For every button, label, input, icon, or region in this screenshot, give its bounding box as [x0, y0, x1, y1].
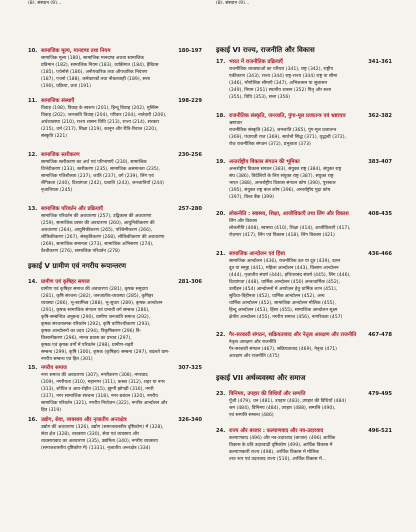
chapter-topics [41, 286, 202, 363]
topic-line: विभेदीकरण (233), स्तरीकरण (235), सामाजिक असमानता (235), [41, 167, 161, 172]
page-range: 281-306 [178, 279, 202, 285]
topic-line: (369), पंचायती राज (369), सार्वभौ सिद्ध (371), वृद्धत्वी (372), [229, 135, 347, 140]
page-range: 383-407 [368, 159, 392, 165]
topic-line: व्यवसायवाद का अवधारणा (335), उद्यमिता (340), नगरीय व्यवसाय [41, 439, 158, 444]
topic-line: लैंगिकता (240), दिव्यांगता (242), प्रजाति (243), जनजातियाँ (244) [41, 181, 164, 186]
topic-line: दिव्यांगता (448), धार्मिक आन्दोलन (450) अन्तःधार्मिक (452), [229, 280, 341, 285]
topic-line: संघ (386), विदेशियों के लिए संयुक्त राष्ट्र (387), संयुक्त राष्ट्र [229, 174, 334, 179]
chapter-title: भारत में राजनीतिक प्रक्रियाएँ [229, 59, 283, 65]
chapter-topics [229, 120, 392, 148]
page-range: 198-229 [178, 98, 202, 104]
topic-line: ग्रामीण एवं कृषिहर समाज की अवधारणा (281), कृषक समुदाय [41, 287, 148, 292]
topic-line: (313), शोधित व आव-रोहीत (315), झुग्गी झोपड़ी (316), नगरी [41, 387, 154, 392]
chapter-19[interactable] [216, 158, 392, 201]
page-range: 307-325 [178, 365, 202, 371]
chapter-23[interactable] [216, 390, 392, 419]
topic-line: एवं सम्पत्ति सम्बन्ध (486) [229, 413, 274, 418]
chapter-number: 17. [216, 59, 226, 65]
chapter-16[interactable] [28, 416, 202, 452]
chapter-number: 12. [28, 152, 38, 158]
chapter-number: 11. [28, 98, 38, 104]
topic-line: (395), संयुक्त राष्ट्र बाल कोष (396), अन्तर्राष्ट्रीय मुद्रा कोष [229, 188, 331, 193]
topic-line: सामाजिक परिवर्तन की अवधारणा (257), उद्विकास की अवधारणा [41, 214, 152, 219]
page-range: 180-197 [178, 48, 202, 54]
topic-line: लौकिकीकरण (267), संस्कृतिकरण (268), लौकिकीकरण की अवधारणा [41, 235, 165, 240]
topic-line: अन्तर्राष्ट्रीय विकास संगठन (383), संयुक्त राष्ट्र (384), संयुक्त राष्ट्र [229, 167, 342, 172]
topic-line: (291), कृषक सामाजिक संगठन एवं प्रभावी वर्ग सम्बन्ध (286), [41, 308, 150, 313]
topic-line: किसानीकरण (296), मानव प्रवास का प्रभाव (297), [41, 336, 132, 341]
topic-line: सामाजिक परिवर्तन (321), नगरीय नियोजन (322), नगरीय आन्दोलन और [41, 401, 168, 406]
chapter-heading [216, 158, 392, 166]
topic-line: हिन्दू आन्दोलन (453), हिंसा (455), सामाजिक आन्दोलन सूक्ष्म [229, 308, 338, 313]
chapter-title: उद्योग, सेवा, व्यवसाय और नृजातीय अन्तःक्षेत्र [41, 417, 127, 423]
chapter-14[interactable] [28, 278, 202, 363]
cut-off-text: (8), संस्थान (9)... [216, 1, 250, 4]
topic-line: उत्पीड़न (454) आन्दोलनों में आयोजन हेतु धार्मिक लाभ (451), [229, 287, 338, 292]
page-range: 479-495 [368, 391, 392, 397]
chapter-topics [229, 218, 392, 239]
chapter-topics [229, 66, 392, 101]
topic-line: वैश्वीकरण (276), सामाजिक परिवर्तन (278) [41, 249, 120, 254]
page-range: 467-478 [368, 332, 392, 338]
topic-line: सामाजिक गतिशीलता (237), जाति (237), वर्ग (239), लिंग एवं [41, 174, 154, 179]
topic-line: नगर समाज की अवधारणा (307), नगरीकरण (308), नगरवाद [41, 373, 148, 378]
page-range: 230-256 [178, 152, 202, 158]
topic-line: (281), कृषि संरचना (282), जनजातीय-व्यवस्था (285), कृषिहर [41, 294, 154, 299]
topic-line: कृषक एवं कृषक वर्गों में परिवर्तन (298), ग्रामीण-शहरी [41, 343, 134, 348]
chapter-heading [216, 331, 392, 339]
topic-line: (187), एथनो (188), कर्मकाण्डों तथा नौकरशाही (189), सत्ता [41, 77, 150, 82]
topic-line: अवधारणा (264), आधुनिकीकरण (265), पश्चिमीकरण (266), [41, 228, 153, 233]
chapter-title: सामाजिक परिवर्तन और प्रक्रियाएँ [41, 206, 103, 212]
topic-line: रोज़गार (417), लिंग एवं विकास (418), लिंग विकास (421) [229, 233, 335, 238]
topic-line: धार्मिक आन्दोलन (452), सामाजिक आन्दोलन मौलिक (455), [229, 301, 336, 306]
topic-line: क्षेत्रीय आन्दोलन (455), नगरीय समाज (456), नागरिकता (457) [229, 315, 343, 320]
chapter-topics [41, 55, 202, 90]
topic-line: लिंग और विकास [229, 219, 257, 224]
topic-line: भ्रष्टाचार [229, 121, 243, 126]
topic-line: (346), भौगोलिक सीमाएँ (347), अभिशासन या सुशासन [229, 81, 328, 86]
topic-line: नृजातियता (245) [41, 188, 73, 193]
topic-line: दूत या समूह (441), महिला आन्दोलन (443), किसान आन्दोलन [229, 266, 339, 271]
topic-line: (444), नृजातीय संघर्ष (444), हथियारबंद संघर्ष (445), लिंग (446), [229, 273, 351, 278]
chapter-title: सामाजिक स्तरीकरण [41, 152, 80, 158]
topic-line: पूँजी (479), धन (481), उपहार (483), उपहार की विधियाँ (484) [229, 399, 347, 404]
chapter-topics [229, 339, 392, 360]
chapter-heading [28, 151, 202, 159]
topic-line: सामाजिक आन्दोलन (436), राजनीतिक दल या दूत (439), दलन [229, 259, 341, 264]
topic-line: विवाह (198), विवाह के स्वरूप (201), हिन्दू विवाह (202), मुस्लिम [41, 106, 159, 111]
topic-line: श्रम (484), विनिमय (484), उपहार (488), सम्पत्ति (490), [229, 406, 336, 411]
chapter-heading [216, 210, 392, 218]
topic-line: कृषक संरचनात्मक परिवर्तन (292), कृषि वाणिज्यीकरण (293), [41, 322, 151, 327]
chapter-topics [229, 258, 392, 321]
topic-line: (269), सामाजिक समानता (273), सामाजिक अभिसरण (274), [41, 242, 154, 247]
topic-line: नगरीय सम्बन्ध एवं हित (301) [41, 357, 93, 362]
page-range: 257-280 [178, 206, 202, 212]
chapter-topics [229, 166, 392, 201]
page-range: 326-340 [178, 417, 202, 423]
topic-line: राजनीतिक व्यवस्थाओं का परिचय (341), राष्ट्र (342), राष्ट्रीय [229, 67, 334, 72]
chapter-heading [216, 58, 392, 66]
topic-line: (397), विश्व बैंक (399) [229, 195, 274, 200]
topic-line: लोकनीति (408), स्वास्थ्य (410), शिक्षा (414), आजीविकाएँ (417), [229, 226, 351, 231]
topic-line: (349), नियम (351) स्थानीय शासन (352) पितृ और सत्ता [229, 88, 332, 93]
page-range: 341-361 [368, 59, 392, 65]
topic-line: कृषि-सम्बन्धित अनुबन्ध (290), ग्रामीण जनजाति समाज (292), [41, 315, 151, 320]
chapter-title: अन्तर्राष्ट्रीय विकास संगठन की भूमिका [229, 159, 300, 165]
chapter-title: सामाजिक मूल्य, मानदण्ड तथा नियम [41, 48, 111, 54]
topic-line: कल्याणकारी राज्य (498), आर्थिक विकास में मौलिक [229, 450, 319, 455]
topic-line: अर्थव्यवस्था (210), राज्य शासन विधि (213), राज्य (214), सरकार [41, 120, 160, 125]
chapter-number: 23. [216, 391, 226, 397]
topic-line: (317), नगर सामाजिक संरचना (318), नगर-प्रबंधन (320), नगरीय [41, 394, 158, 399]
chapter-title: राजनीतिक संस्कृति, जनजाति, पुंगा-मूल प्रजातन्त्र एवं भ्रष्टाचार [229, 113, 346, 119]
chapter-title: सामाजिक संस्थाएँ [41, 98, 75, 104]
topic-line: (190), प्रक्रिया, प्रथा (191) [41, 84, 91, 89]
chapter-heading [216, 390, 392, 398]
topic-line: (समाजशास्त्रीय दृष्टिकोण में) (1331), नृजातीय अन्तःक्षेत्र (334) [41, 446, 151, 451]
chapter-heading [216, 427, 392, 435]
chapter-number: 14. [28, 279, 38, 285]
page-range: 362-382 [368, 113, 392, 119]
chapter-number: 22. [216, 332, 226, 338]
topic-line: सम्बन्ध (299), कृषि (300), कृषक (कृषिहर) सम्बन्ध (297), बदलते ग्राम- [41, 350, 170, 355]
cut-off-text: (8), संस्थान (9)... [28, 1, 62, 4]
topic-line: तथा रूप एवं उदारवाद राज्य (510), आर्थिक विकास में... [229, 457, 327, 462]
chapter-number: 18. [216, 113, 226, 119]
unit-heading: इकाई VI राज्य, राजनीति और विकास [216, 46, 315, 54]
chapter-10[interactable] [28, 47, 202, 90]
topic-line: सामाजिक स्तरीकरण का अर्थ एवं परिभाषाएँ (230), सामाजिक [41, 160, 147, 165]
chapter-heading [28, 47, 202, 55]
page-range: 436-466 [368, 251, 392, 257]
topic-line: नेतृत्व आरक्षण और राजनीति [229, 340, 277, 345]
chapter-heading [216, 250, 392, 258]
chapter-title: गैर-सरकारी संगठन, सक्रियतावाद और नेतृत्व आरक्षण और राजनीति [229, 332, 357, 338]
topic-line: विवाह (202), जनजाति विवाह (204), परिवार (204), नातेदारी (206), [41, 113, 167, 118]
topic-line: गैर-सरकारी संगठन (467), सक्रियतावाद (469), नेतृत्व (471) [229, 347, 337, 352]
topic-line: हित (319) [41, 408, 62, 413]
chapter-17[interactable] [216, 58, 392, 101]
topic-line: कृषक आन्दोलनों का उदय (294), त्रिकृषिकरण (296) वि- [41, 329, 142, 334]
chapter-topics [41, 213, 202, 255]
unit-heading: इकाई V ग्रामीण एवं नगरीय रूपान्तरण [28, 262, 127, 270]
chapter-topics [41, 424, 202, 452]
chapter-number: 15. [28, 365, 38, 371]
page-range: 408-435 [368, 211, 392, 217]
topic-line: (309), नगरीयता (310), महानगर (311), कस्बा (312), शहर या नगर [41, 380, 165, 385]
chapter-heading [28, 97, 202, 105]
chapter-13[interactable] [28, 205, 202, 255]
topic-line: एकीकरण (343), राज्य (344) राष्ट्र-राज्य (344) राष्ट्र या सीमा [229, 74, 338, 79]
chapter-heading [28, 205, 202, 213]
topic-line: प्रतिमान (182), सामाजिक नियम (183), व्यक्तिगत (184), हैबिटस [41, 63, 159, 68]
topic-line: उद्योग की अवधारणा (326), उद्योग (समाजशास्त्रीय दृष्टिकोण) में (328), [41, 425, 164, 430]
chapter-title: लोकनीति : स्वास्थ्य, शिक्षा, आजीविकाएँ तथा लिंग और विकास [229, 211, 349, 217]
chapter-20[interactable] [216, 210, 392, 239]
chapter-topics [41, 372, 202, 414]
topic-line: विकास के प्रति उदारवादी दृष्टिकोण (499), आर्थिक विकास में [229, 443, 333, 448]
chapter-12[interactable] [28, 151, 202, 194]
chapter-number: 16. [28, 417, 38, 423]
topic-line: सेवा क्षेत्र (328), व्यवसाय (330), सेवा एवं व्यवसाय और [41, 432, 140, 437]
chapter-number: 20. [216, 211, 226, 217]
topic-line: संस्कृति (221) [41, 134, 68, 139]
chapter-topics [41, 105, 202, 140]
chapter-18[interactable] [216, 112, 392, 148]
chapter-title: ग्रामीण एवं कृषिहर समाज [41, 279, 90, 285]
chapter-topics [41, 159, 202, 194]
topic-line: सामाजिक मूल्य (180), सामाजिक मानदण्ड अथवा सामाजिक [41, 56, 144, 61]
chapter-heading [28, 416, 202, 424]
chapter-22[interactable] [216, 331, 392, 360]
chapter-number: 24. [216, 428, 226, 434]
chapter-11[interactable] [28, 97, 202, 140]
chapter-heading [28, 278, 202, 286]
chapter-heading [28, 364, 202, 372]
topic-line: कल्याणवाद (496) और नव-उदारवाद (बाजार) (496) आर्थिक [229, 436, 336, 441]
chapter-24[interactable] [216, 427, 392, 463]
topic-line: सुविधा-विहीनता (452), धार्मिक आन्दोलन (452), अन्य [229, 294, 325, 299]
topic-line: राजनीतिक संस्कृति (362), जनजाति (365), पुंग-मूल प्रजातन्त्र [229, 128, 337, 133]
topic-line: रोज़ राजनीतिक संगठन (372), प्रभुत्वता (373) [229, 142, 311, 147]
chapter-title: सामाजिक आन्दोलन एवं हिंसा [229, 251, 285, 257]
chapter-title: नगरीय समाज [41, 365, 67, 371]
topic-line: भारत (388), अन्तर्राष्ट्रीय विकास संगठन कोष (390), पुरस्कार [229, 181, 336, 186]
chapter-topics [229, 398, 392, 419]
chapter-title: राज्य और बाजार : कल्याणवाद और नव-उदारवाद [229, 428, 324, 434]
chapter-title: विनिमय, उपहार की विधियाँ और सम्पत्ति [229, 391, 306, 397]
chapter-number: 19. [216, 159, 226, 165]
topic-line: व्यवस्था (286), भू-स्वामित्व (288), भू-सुधार (289), कृषक आन्दोलन [41, 301, 163, 306]
topic-line: आरक्षण और राजनीति (475) [229, 354, 280, 359]
topic-line: (215), धर्म (217), शिक्षा (219), कानून और रीति-रिवाज (220), [41, 127, 158, 132]
chapter-15[interactable] [28, 364, 202, 414]
chapter-number: 13. [28, 206, 38, 212]
chapter-number: 21. [216, 251, 226, 257]
chapter-21[interactable] [216, 250, 392, 321]
page-range: 496-521 [368, 428, 392, 434]
topic-line: (259), सामाजिक प्रसार की अवधारणा (260), आधुनिकीकरण की [41, 221, 155, 226]
chapter-heading [216, 112, 392, 120]
chapter-topics [229, 435, 392, 463]
topic-line: (355), विधि (353), सत्ता (356) [229, 95, 291, 100]
topic-line: (185), एथेनोसे (186), अनौपचारिक तथा औपचारिक नियंत्रण [41, 70, 148, 75]
unit-heading: इकाई VII अर्थव्यवस्था और समाज [216, 374, 306, 382]
chapter-number: 10. [28, 48, 38, 54]
